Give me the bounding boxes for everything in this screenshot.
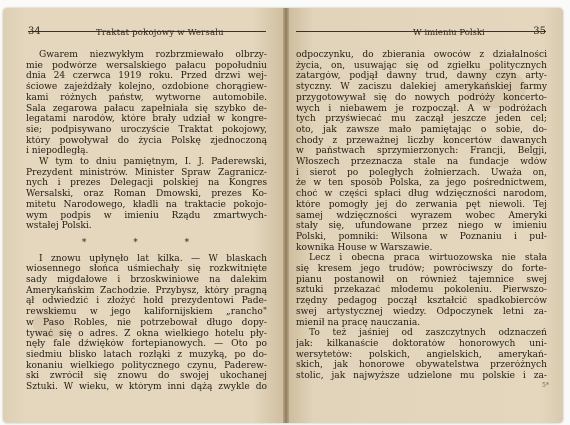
text-line: chody z przeważnej liczby koncertów dawanych (296, 135, 547, 146)
left-page (3, 8, 286, 423)
text-line: pianu postanowił on również tajemnice swej (296, 274, 547, 285)
right-page-number: 35 (533, 26, 546, 37)
text-line: styczny. W zaciszu dalekiej amerykańskiej farmy (296, 82, 547, 93)
text-line: mie podwórze wersalskiego pałacu popołudniu (26, 60, 267, 71)
text-line: się kresem jego trudów; powróciwszy do forte- (296, 264, 547, 275)
text-line: legatami narodów, które brały udział w kongre- (26, 114, 267, 125)
text-line: kami różnych państw, wytworne automobile. (26, 92, 267, 103)
right-running-header (296, 26, 546, 38)
text-line: sie; podpisywano uroczyście Traktat pokojowy, (26, 124, 267, 135)
text-line: Wersalski, oraz Roman Dmowski, prezes Ko- (26, 189, 267, 200)
text-line: stolic, jak najwyższe udzielone mu polskie i za- (296, 371, 547, 382)
text-line: siedmiu blisko latach rozłąki z muzyką, po do- (26, 349, 267, 360)
left-page-number: 34 (28, 26, 41, 37)
right-page-body (296, 50, 547, 382)
left-page-body (26, 50, 267, 393)
text-line: tywać się o adres. Z okna wielkiego hotelu pły- (26, 328, 267, 339)
text-line: stały się, ufundowane przez niego w imieniu (296, 221, 547, 232)
book-gutter (283, 8, 289, 423)
text-line: rewskiemu w jego kalifornijskiem „rancho" (26, 307, 267, 318)
text-line: swej artystycznej wiedzy. Odpoczynek letni za- (296, 306, 547, 317)
left-running-title: Traktat pokojowy w Wersalu (96, 28, 224, 38)
text-line: ski zwrócił się znowu do swojej ukochanej (26, 371, 267, 382)
text-line: w państwach sprzymierzonych: Francji, Belgji, (296, 146, 547, 157)
text-line: sztuki przekazać młodemu pokoleniu. Pierwszo- (296, 285, 547, 296)
text-line: sady migdałowe i brzoskwiniowe na dalekim (26, 275, 267, 286)
text-line: który powoływał do życia Polskę zjednoczoną (26, 135, 267, 146)
text-line: mitetu Narodowego, kładli na traktacie pokojo- (26, 199, 267, 210)
text-line: oto, jak zawsze mało pamiętając o sobie, do- (296, 124, 547, 135)
text-line: tych przyświecać mu zaczął jeszcze jeden cel; (296, 114, 547, 125)
section-separator: * * * (81, 237, 212, 248)
text-line: przygotowywał się do nowych podróży koncerto- (296, 92, 547, 103)
text-line: wym podpis w imieniu Rządu zmartwych- (26, 210, 267, 221)
text-line: wych i niebawem je rozpoczął. A w podróżach (296, 103, 547, 114)
right-page (286, 8, 563, 423)
text-line: W tym to dniu pamiętnym, I. J. Paderewski, (39, 157, 267, 168)
text-line: Gwarem niezwykłym rozbrzmiewało olbrzy- (39, 50, 267, 60)
text-line: wersytetów: polskich, angielskich, amerykań- (296, 349, 547, 360)
text-line: Włoszech przeznacza stale na fundacje wdów (296, 157, 547, 168)
text-line: i sierot po poległych żołnierzach. Uważa on, (296, 167, 547, 178)
text-line: jak: kilkanaście doktoratów honorowych uni- (296, 338, 547, 349)
text-line: w Paso Robles, nie potrzebował długo dopy- (26, 317, 267, 328)
text-line: zatargów, podjął dawny trud, dawny czyn arty- (296, 71, 547, 82)
text-line: Prezydent ministrów. Minister Spraw Zagranicz- (26, 167, 267, 178)
text-line: samej wdzięczności wyrazem wobec Ameryki (296, 210, 547, 221)
text-line: Sala zegarowa pałacu zapełniała się szybko de- (26, 103, 267, 114)
left-running-header (28, 26, 266, 38)
text-line: że w ten sposób Polska, za jego pośrednictwem, (296, 178, 547, 189)
text-line: choć w części spłaci dług wdzięczności narodom, (296, 189, 547, 200)
text-line: które pomogły jej do zerwania pęt niewoli. Tej (296, 199, 547, 210)
text-line: nęły fale dźwięków fortepianowych. — Oto po (26, 339, 267, 350)
text-line: i niepodległą. (26, 146, 89, 157)
text-line: Polski, pomniki: Wilsona w Poznaniu i puł- (296, 231, 547, 242)
text-line: Lecz i obecna praca wirtuozowska nie stała (309, 253, 547, 264)
text-line: kownika House w Warszawie. (296, 242, 433, 253)
text-line: dnia 24 czerwca 1919 roku. Przed drzwi wej- (26, 71, 267, 82)
text-line: Amerykańskim Zachodzie. Przybysz, który pragną (26, 285, 267, 296)
text-line: ął odwiedzić i złożyć hołd prezydentowi Pade- (26, 296, 267, 307)
text-line: nych i prezes Delegacji polskiej na Kongres (26, 178, 267, 189)
text-line: I znowu upłynęło lat kilka. — W blaskach (39, 253, 267, 264)
signature-mark: 5* (542, 382, 549, 389)
right-running-title: W imieniu Polski (413, 28, 485, 38)
text-line: wstałej Polski. (26, 221, 92, 232)
text-line: odpoczynku, do zbierania owoców z działalności (296, 50, 547, 60)
text-line: życia, on, usuwając się od zgiełku politycznych (296, 60, 547, 71)
text-line: ściowe zajeżdżały kolejno, ozdobione chorągiew- (26, 82, 267, 93)
text-line: To też jaśniej od zaszczytnych odznaczeń (309, 328, 547, 339)
open-book (3, 8, 563, 423)
text-line: wiosennego słońca uśmiechały się rozkwitnięte (26, 264, 267, 275)
text-line: skich, jak honorowe obywatelstwa przeróżnych (296, 360, 547, 371)
text-line: konaniu wielkiego politycznego czynu, Paderew- (26, 360, 267, 371)
text-line: rzędny pedagog począł kształcić spadkobierców (296, 296, 547, 307)
text-line: Sztuki. W wieku, w którym inni dążą zwykle do (26, 382, 267, 393)
text-line: mienił na pracę nauczania. (296, 317, 421, 328)
